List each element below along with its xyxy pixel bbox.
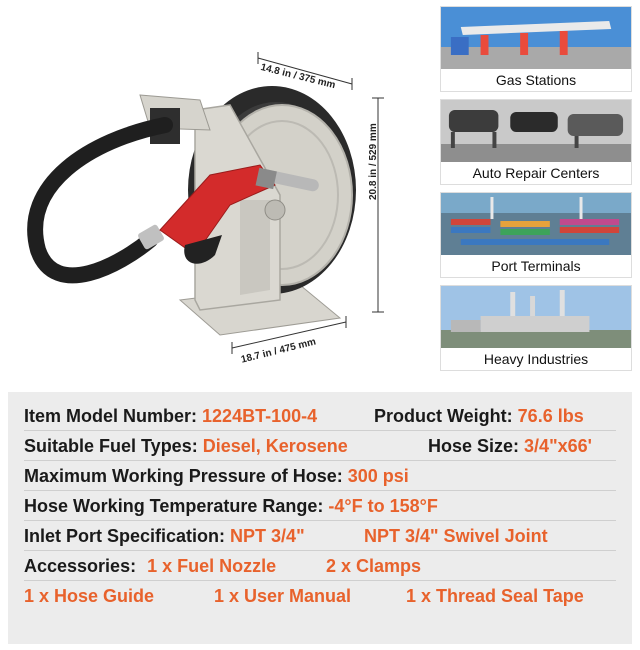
pressure-label: Maximum Working Pressure of Hose: (24, 466, 343, 486)
accessory-item: 2 x Clamps (326, 556, 422, 576)
temperature-value: -4°F to 158°F (328, 496, 438, 516)
heavy-industry-photo (441, 286, 631, 350)
dimension-width: 14.8 in / 375 mm (259, 62, 337, 92)
accessory-item: 1 x User Manual (214, 586, 352, 606)
accessory-item: 1 x Thread Seal Tape (406, 586, 584, 606)
auto-repair-photo (441, 100, 631, 164)
hose-reel-illustration (0, 0, 430, 385)
model-label: Item Model Number: (24, 406, 198, 426)
model-value: 1224BT-100-4 (202, 406, 318, 426)
dimension-depth: 18.7 in / 475 mm (240, 336, 318, 366)
gas-station-photo (441, 7, 631, 71)
application-heavy-industries (440, 285, 632, 371)
hose-value: 3/4"x66' (524, 436, 592, 456)
application-label: Heavy Industries (441, 348, 631, 370)
application-auto-repair (440, 99, 632, 185)
accessory-item: 1 x Hose Guide (24, 586, 155, 606)
accessory-item: 1 x Fuel Nozzle (147, 556, 277, 576)
inlet-label: Inlet Port Specification: (24, 526, 226, 546)
spec-row-accessories (24, 552, 616, 581)
application-gas-stations (440, 6, 632, 92)
spec-row-fuel-hose (24, 432, 616, 461)
inlet-value-npt: NPT 3/4" (230, 526, 305, 546)
weight-value: 76.6 lbs (517, 406, 584, 426)
spec-row-accessories-2 (24, 582, 616, 610)
fuel-value: Diesel, Kerosene (202, 436, 348, 456)
pressure-value: 300 psi (347, 466, 409, 486)
spec-row-temperature (24, 492, 616, 521)
application-port-terminals (440, 192, 632, 278)
accessories-label: Accessories: (24, 556, 137, 576)
hose-label: Hose Size: (428, 436, 520, 456)
product-image (0, 0, 430, 385)
application-label: Gas Stations (441, 69, 631, 91)
specifications-panel (8, 392, 632, 644)
weight-label: Product Weight: (374, 406, 513, 426)
spec-row-model-weight (24, 402, 616, 431)
temperature-label: Hose Working Temperature Range: (24, 496, 324, 516)
spec-row-pressure (24, 462, 616, 491)
dimension-height: 20.8 in / 529 mm (368, 123, 379, 200)
spec-row-inlet (24, 522, 616, 551)
applications-list (440, 6, 632, 378)
inlet-value-swivel: NPT 3/4" Swivel Joint (364, 526, 548, 546)
application-label: Port Terminals (441, 255, 631, 277)
port-terminal-photo (441, 193, 631, 257)
application-label: Auto Repair Centers (441, 162, 631, 184)
fuel-label: Suitable Fuel Types: (24, 436, 198, 456)
